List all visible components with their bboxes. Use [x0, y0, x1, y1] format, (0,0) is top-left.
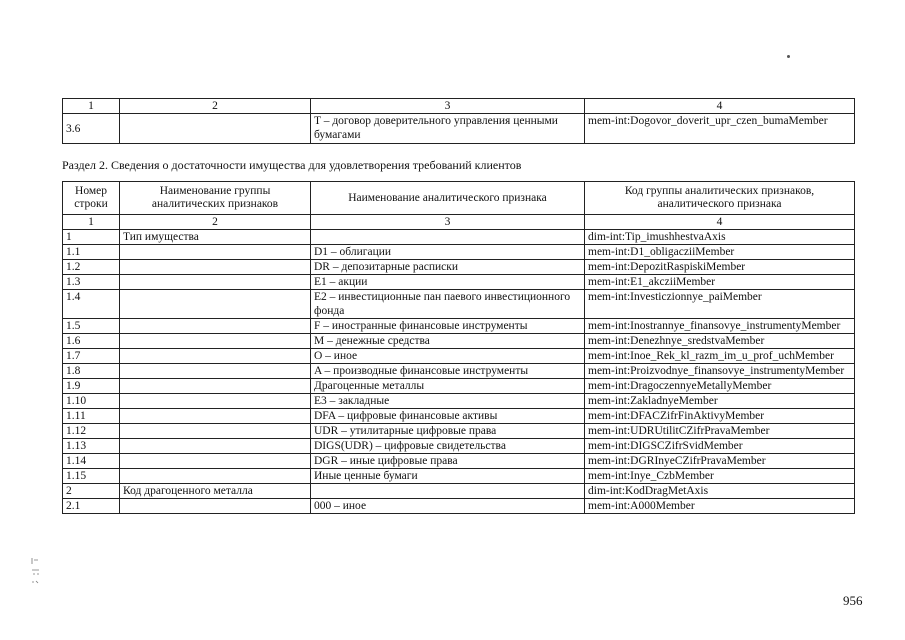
cell-num: 1.6	[63, 334, 120, 349]
cell-feature	[311, 230, 585, 245]
cell-group: Тип имущества	[120, 230, 311, 245]
cell-feature: DR – депозитарные расписки	[311, 260, 585, 275]
cell-code: mem-int:Proizvodnye_finansovye_instrumentyMember	[585, 364, 855, 379]
margin-scan-marks	[30, 556, 50, 588]
cell-num: 1.9	[63, 379, 120, 394]
table-row	[63, 409, 855, 424]
col-number: 3	[311, 99, 585, 114]
row-code: mem-int:Dogovor_doverit_upr_czen_bumaMember	[585, 114, 855, 144]
cell-feature: DIGS(UDR) – цифровые свидетельства	[311, 439, 585, 454]
cell-feature: O – иное	[311, 349, 585, 364]
cell-group	[120, 454, 311, 469]
cell-code: mem-int:Inoe_Rek_kl_razm_im_u_prof_uchMember	[585, 349, 855, 364]
table-row	[63, 349, 855, 364]
table-row	[63, 379, 855, 394]
cell-num: 1.4	[63, 290, 120, 319]
cell-num: 1.12	[63, 424, 120, 439]
table-row	[63, 334, 855, 349]
cell-num: 2.1	[63, 499, 120, 514]
header-code: Код группы аналитических признаков, аналитического признака	[585, 182, 855, 215]
cell-code: mem-int:DGRInyeCZifrPravaMember	[585, 454, 855, 469]
cell-feature	[311, 484, 585, 499]
cell-code: dim-int:Tip_imushhestvaAxis	[585, 230, 855, 245]
cell-num: 1.3	[63, 275, 120, 290]
cell-feature: Драгоценные металлы	[311, 379, 585, 394]
table-row	[63, 439, 855, 454]
cell-feature: M – денежные средства	[311, 334, 585, 349]
main-table	[62, 181, 855, 514]
cell-num: 1	[63, 230, 120, 245]
header-num: Номер строки	[63, 182, 120, 215]
cell-feature: DGR – иные цифровые права	[311, 454, 585, 469]
table-row	[63, 290, 855, 319]
col-number-row	[63, 99, 855, 114]
cell-num: 1.2	[63, 260, 120, 275]
table-row	[63, 260, 855, 275]
cell-num: 1.13	[63, 439, 120, 454]
row-num: 3.6	[63, 114, 120, 144]
section-title: Раздел 2. Сведения о достаточности имущества для удовлетворения требований клиентов	[62, 158, 522, 172]
cell-code: dim-int:KodDragMetAxis	[585, 484, 855, 499]
cell-num: 1.5	[63, 319, 120, 334]
col-number: 4	[585, 215, 855, 230]
cell-num: 1.11	[63, 409, 120, 424]
cell-group: Код драгоценного металла	[120, 484, 311, 499]
cell-num: 2	[63, 484, 120, 499]
cell-feature: 000 – иное	[311, 499, 585, 514]
table-row	[63, 319, 855, 334]
table-row	[63, 275, 855, 290]
cell-num: 1.8	[63, 364, 120, 379]
cell-num: 1.14	[63, 454, 120, 469]
table-row	[63, 424, 855, 439]
table-row	[63, 499, 855, 514]
cell-code: mem-int:Inye_CzbMember	[585, 469, 855, 484]
table-row	[63, 394, 855, 409]
row-group	[120, 114, 311, 144]
cell-code: mem-int:D1_obligacziiMember	[585, 245, 855, 260]
cell-group	[120, 349, 311, 364]
cell-code: mem-int:Investiczionnye_paiMember	[585, 290, 855, 319]
header-feature: Наименование аналитического признака	[311, 182, 585, 215]
cell-code: mem-int:ZakladnyeMember	[585, 394, 855, 409]
cell-group	[120, 379, 311, 394]
cell-code: mem-int:Denezhnye_sredstvaMember	[585, 334, 855, 349]
cell-code: mem-int:DepozitRaspiskiMember	[585, 260, 855, 275]
cell-num: 1.10	[63, 394, 120, 409]
cell-code: mem-int:A000Member	[585, 499, 855, 514]
cell-code: mem-int:DIGSCZifrSvidMember	[585, 439, 855, 454]
table-row	[63, 454, 855, 469]
col-number: 2	[120, 99, 311, 114]
cell-group	[120, 364, 311, 379]
cell-feature: D1 – облигации	[311, 245, 585, 260]
col-number: 1	[63, 215, 120, 230]
cell-num: 1.7	[63, 349, 120, 364]
table-row	[63, 114, 855, 144]
cell-feature: UDR – утилитарные цифровые права	[311, 424, 585, 439]
col-number-row	[63, 215, 855, 230]
cell-num: 1.1	[63, 245, 120, 260]
cell-group	[120, 245, 311, 260]
col-number: 3	[311, 215, 585, 230]
cell-feature: E2 – инвестиционные пан паевого инвестиционного фонда	[311, 290, 585, 319]
header-row	[63, 182, 855, 215]
cell-group	[120, 424, 311, 439]
cell-code: mem-int:UDRUtilitCZifrPravaMember	[585, 424, 855, 439]
cell-group	[120, 394, 311, 409]
cell-code: mem-int:Inostrannye_finansovye_instrumentyMember	[585, 319, 855, 334]
cell-code: mem-int:DragoczennyeMetallyMember	[585, 379, 855, 394]
cell-feature: E3 – закладные	[311, 394, 585, 409]
cell-group	[120, 319, 311, 334]
top-table	[62, 98, 855, 144]
cell-group	[120, 439, 311, 454]
cell-feature: E1 – акции	[311, 275, 585, 290]
cell-group	[120, 290, 311, 319]
header-group: Наименование группы аналитических признаков	[120, 182, 311, 215]
scan-speck	[787, 55, 790, 58]
table-row	[63, 469, 855, 484]
table-row	[63, 364, 855, 379]
table-row	[63, 484, 855, 499]
col-number: 4	[585, 99, 855, 114]
col-number: 1	[63, 99, 120, 114]
cell-code: mem-int:E1_akcziiMember	[585, 275, 855, 290]
cell-group	[120, 334, 311, 349]
cell-group	[120, 409, 311, 424]
cell-group	[120, 499, 311, 514]
cell-num: 1.15	[63, 469, 120, 484]
page-number: 956	[843, 593, 863, 608]
cell-feature: A – производные финансовые инструменты	[311, 364, 585, 379]
cell-group	[120, 469, 311, 484]
table-row	[63, 230, 855, 245]
col-number: 2	[120, 215, 311, 230]
cell-feature: DFA – цифровые финансовые активы	[311, 409, 585, 424]
cell-feature: Иные ценные бумаги	[311, 469, 585, 484]
cell-group	[120, 275, 311, 290]
cell-feature: F – иностранные финансовые инструменты	[311, 319, 585, 334]
row-feature: T – договор доверительного управления ценными бумагами	[311, 114, 585, 144]
cell-code: mem-int:DFACZifrFinAktivyMember	[585, 409, 855, 424]
cell-group	[120, 260, 311, 275]
table-row	[63, 245, 855, 260]
